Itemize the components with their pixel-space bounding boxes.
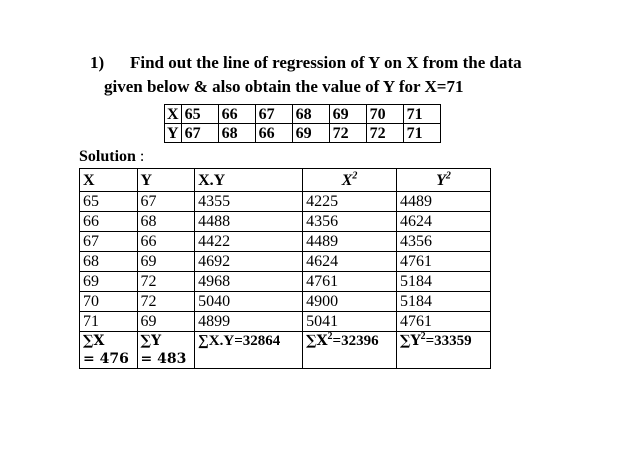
cell-y: 69 <box>137 252 195 272</box>
cell-x-squared: 4624 <box>303 252 397 272</box>
cell-xy: 5040 <box>195 292 303 312</box>
cell-xy: 4355 <box>195 192 303 212</box>
sum-row <box>80 332 491 369</box>
given-y-value: 71 <box>403 124 440 143</box>
cell-x: 67 <box>80 232 138 252</box>
sum-y-squared-value: =33359 <box>425 333 472 349</box>
header-xy: X.Y <box>195 169 303 192</box>
given-y-value: 68 <box>218 124 255 143</box>
header-x-squared-base: X <box>341 171 353 189</box>
table-row <box>80 312 491 332</box>
cell-y-squared: 4356 <box>397 232 491 252</box>
given-y-label: Y <box>165 124 182 143</box>
cell-y: 72 <box>137 272 195 292</box>
solution-label <box>79 148 144 166</box>
cell-xy: 4488 <box>195 212 303 232</box>
cell-x-squared: 4356 <box>303 212 397 232</box>
cell-x-squared: 4225 <box>303 192 397 212</box>
given-x-value: 65 <box>181 105 218 124</box>
cell-y-squared: 4489 <box>397 192 491 212</box>
cell-xy: 4899 <box>195 312 303 332</box>
table-row <box>80 212 491 232</box>
question-line-1 <box>90 53 522 73</box>
given-x-value: 69 <box>329 105 366 124</box>
header-x-squared <box>303 169 397 192</box>
sum-y-squared-prefix: ∑Y <box>400 333 421 349</box>
cell-x: 69 <box>80 272 138 292</box>
header-y-squared-base: Y <box>436 171 446 189</box>
sum-x-squared-exp: 2 <box>327 331 333 342</box>
solution-colon: : <box>135 148 145 165</box>
header-y-squared <box>397 169 491 192</box>
sum-y-line1: ∑Y <box>140 333 162 349</box>
given-x-value: 68 <box>292 105 329 124</box>
cell-x: 65 <box>80 192 138 212</box>
question-text-1: Find out the line of regression of Y on X from the data <box>130 53 522 72</box>
sum-x-squared-prefix: ∑X <box>306 333 328 349</box>
cell-xy: 4692 <box>195 252 303 272</box>
cell-x: 68 <box>80 252 138 272</box>
sum-y-line2: = 483 <box>140 351 187 367</box>
cell-xy: 4968 <box>195 272 303 292</box>
question-line-2: given below & also obtain the value of Y for X=71 <box>104 77 464 96</box>
cell-y: 69 <box>137 312 195 332</box>
given-y-value: 72 <box>366 124 403 143</box>
given-x-value: 66 <box>218 105 255 124</box>
given-y-row <box>165 124 441 143</box>
sum-x-line1: ∑X <box>83 333 105 349</box>
cell-x-squared: 4489 <box>303 232 397 252</box>
cell-x: 66 <box>80 212 138 232</box>
sum-x-squared-value: =32396 <box>332 333 379 349</box>
given-y-value: 72 <box>329 124 366 143</box>
sum-x-cell <box>80 332 138 369</box>
cell-y-squared: 5184 <box>397 272 491 292</box>
question-number: 1) <box>90 53 105 72</box>
header-x-squared-exp: 2 <box>352 170 358 182</box>
cell-y-squared: 4624 <box>397 212 491 232</box>
cell-x: 70 <box>80 292 138 312</box>
header-y-squared-exp: 2 <box>445 170 451 182</box>
sum-y-squared-exp: 2 <box>420 331 426 342</box>
table-row <box>80 232 491 252</box>
table-row <box>80 192 491 212</box>
given-x-label: X <box>165 105 182 124</box>
given-y-value: 69 <box>292 124 329 143</box>
given-y-value: 67 <box>181 124 218 143</box>
cell-y: 72 <box>137 292 195 312</box>
given-data-table <box>164 104 441 143</box>
solution-table <box>79 168 491 369</box>
table-row <box>80 272 491 292</box>
given-x-value: 67 <box>255 105 292 124</box>
header-y: Y <box>137 169 195 192</box>
given-x-value: 71 <box>403 105 440 124</box>
cell-y: 66 <box>137 232 195 252</box>
cell-y-squared: 4761 <box>397 252 491 272</box>
cell-y-squared: 5184 <box>397 292 491 312</box>
sum-x-line2: = 476 <box>83 351 129 367</box>
cell-xy: 4422 <box>195 232 303 252</box>
solution-header-row <box>80 169 491 192</box>
given-y-value: 66 <box>255 124 292 143</box>
cell-x-squared: 4761 <box>303 272 397 292</box>
sum-y-squared-cell <box>397 332 491 369</box>
table-row <box>80 292 491 312</box>
given-x-value: 70 <box>366 105 403 124</box>
given-x-row <box>165 105 441 124</box>
sum-xy-cell: ∑X.Y=32864 <box>195 332 303 369</box>
cell-x: 71 <box>80 312 138 332</box>
header-x: X <box>80 169 138 192</box>
table-row <box>80 252 491 272</box>
sum-x-squared-cell <box>303 332 397 369</box>
cell-y-squared: 4761 <box>397 312 491 332</box>
cell-y: 67 <box>137 192 195 212</box>
cell-y: 68 <box>137 212 195 232</box>
cell-x-squared: 5041 <box>303 312 397 332</box>
sum-y-cell <box>137 332 195 369</box>
cell-x-squared: 4900 <box>303 292 397 312</box>
solution-word: Solution <box>79 148 136 165</box>
